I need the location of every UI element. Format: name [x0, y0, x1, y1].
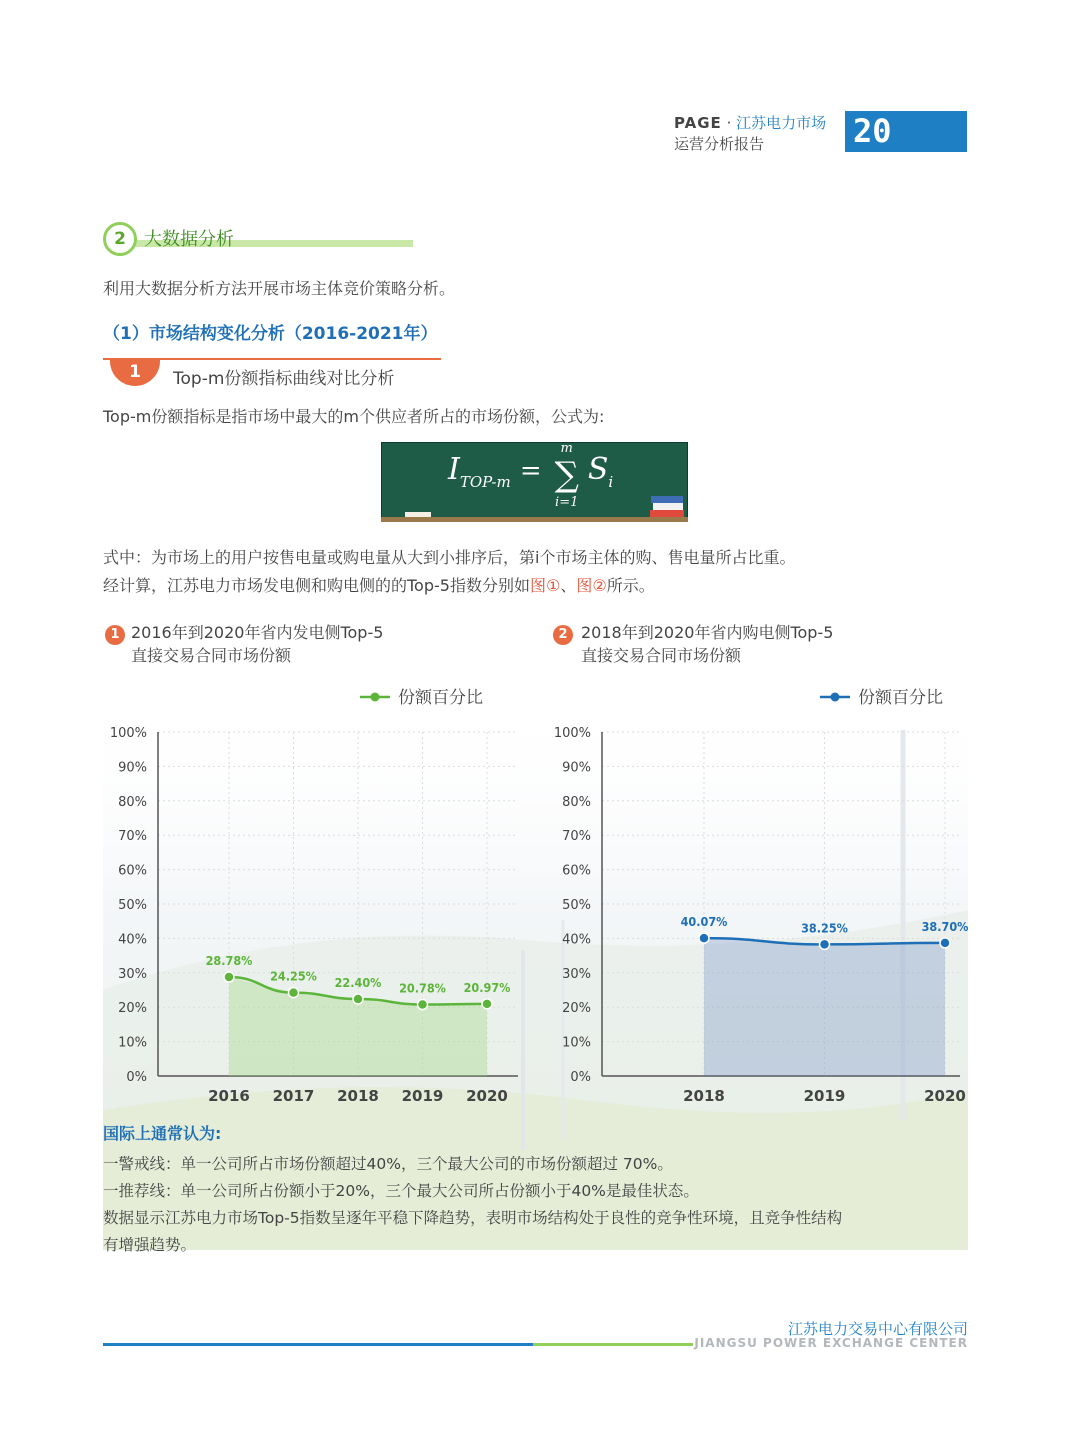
chart2-ytick-label: 90% [562, 760, 591, 776]
chart1-legend [360, 688, 483, 708]
chart2-data-point [699, 933, 709, 943]
chart1-data-point [224, 972, 234, 982]
chart2-legend-label: 份额百分比 [858, 688, 943, 708]
chart1-data-label: 28.78% [205, 952, 253, 968]
chart-left [110, 688, 518, 1105]
topm-badge: 1 [110, 360, 160, 386]
chart1-data-label: 22.40% [334, 974, 382, 990]
chart1-ytick-label: 60% [118, 863, 147, 879]
chart1-data-point [418, 1000, 428, 1010]
chart1-ytick-label: 70% [118, 829, 147, 845]
recommended-line-note: 一推荐线：单一公司所占份额小于20%，三个最大公司所占份额小于40%是最佳状态。 [103, 1182, 699, 1200]
chart2-ytick-label: 100% [553, 726, 591, 741]
chart2-ytick-label: 80% [562, 794, 591, 810]
footer-company-en: JIANGSU POWER EXCHANGE CENTER [694, 1336, 968, 1350]
chart2-data-label: 38.70% [921, 918, 969, 934]
chart1-data-label: 20.97% [463, 979, 511, 995]
header-subtitle: 运营分析报告 [674, 135, 765, 153]
chart2-data-label: 40.07% [680, 914, 728, 930]
chart2-legend-marker [831, 693, 840, 702]
chart2-ytick-label: 20% [562, 1001, 591, 1017]
chart1-ytick-label: 50% [118, 898, 147, 913]
header-title-blue: 江苏电力市场 [736, 114, 827, 132]
chart1-ytick-label: 0% [126, 1070, 147, 1085]
chart2-legend [820, 688, 943, 708]
chart2-xtick-label: 2019 [803, 1087, 846, 1105]
formula-equals: = [519, 456, 542, 486]
chart1-data-point [289, 988, 299, 998]
conclusion-line1: 数据显示江苏电力市场Top-5指数呈逐年平稳下降趋势，表明市场结构处于良性的竞争性环境，且竞争性结构 [103, 1209, 843, 1227]
conclusion-line2: 有增强趋势。 [103, 1236, 197, 1254]
chart1-xtick-label: 2019 [401, 1087, 444, 1105]
figure-ref-1[interactable]: 图① [529, 576, 561, 595]
chart1-legend-marker [371, 693, 380, 702]
formula-lhs-subscript: TOP-m [459, 473, 511, 491]
footer-line-blue [103, 1343, 533, 1346]
formula-lhs: I [448, 452, 460, 487]
chart1-ytick-label: 90% [118, 760, 147, 776]
chart2-number-icon: 2 [553, 625, 573, 645]
notes-heading: 国际上通常认为: [103, 1124, 222, 1143]
subsection-title: （1）市场结构变化分析（2016-2021年） [103, 324, 438, 344]
chart2-ytick-label: 30% [562, 966, 591, 982]
chart1-legend-label: 份额百分比 [398, 688, 483, 708]
chart1-xtick-label: 2020 [466, 1087, 508, 1105]
section-number-badge: 2 [103, 222, 137, 256]
chart1-ytick-label: 20% [118, 1001, 147, 1017]
chart2-data-label: 38.25% [801, 920, 848, 936]
formula-sum-top: m [560, 440, 573, 456]
warning-line-note: 一警戒线：单一公司所占市场份额超过40%，三个最大公司的市场份额超过 70%。 [103, 1155, 673, 1173]
chart1-ytick-label: 80% [118, 794, 147, 810]
chart2-data-point [940, 938, 950, 948]
chart2-ytick-label: 60% [562, 863, 591, 879]
ref-separator: 、 [560, 576, 577, 595]
chart2-title-line2: 直接交易合同市场份额 [581, 646, 742, 665]
section-intro: 利用大数据分析方法开展市场主体竞价策略分析。 [103, 279, 456, 298]
chart2-ytick-label: 10% [562, 1035, 591, 1051]
chart2-ytick-label: 50% [562, 898, 591, 913]
chart1-ytick-label: 10% [118, 1035, 147, 1051]
chart1-xtick-label: 2016 [208, 1087, 250, 1105]
chart1-ytick-label: 100% [109, 726, 147, 741]
calc-prefix: 经计算，江苏电力市场发电侧和购电侧的的Top-5指数分别如 [103, 576, 530, 595]
chart1-title-line1: 2016年到2020年省内发电侧Top-5 [131, 623, 384, 642]
chart1-number-icon: 1 [105, 625, 125, 645]
page-word: PAGE [674, 114, 722, 132]
page-number: 20 [845, 111, 967, 152]
chart2-data-point [820, 939, 830, 949]
chart2-ytick-label: 70% [562, 829, 591, 845]
footer-company-cn: 江苏电力交易中心有限公司 [787, 1320, 968, 1338]
chart1-data-label: 24.25% [270, 968, 317, 984]
chart2-ytick-label: 0% [570, 1070, 591, 1085]
formula-explanation: 式中：为市场上的用户按售电量或购电量从大到小排序后，第i个市场主体的购、售电量所占比重。 [103, 548, 796, 567]
chart2-ytick-label: 40% [562, 932, 591, 948]
figure-ref-2[interactable]: 图② [576, 576, 607, 595]
chart1-data-point [482, 999, 492, 1009]
formula-sum-bottom: i=1 [555, 494, 579, 510]
chart2-xtick-label: 2018 [683, 1087, 725, 1105]
chart1-data-label: 20.78% [399, 980, 446, 996]
chart1-title-line2: 直接交易合同市场份额 [131, 646, 292, 665]
chart1-data-point [353, 994, 363, 1004]
section-title: 大数据分析 [144, 229, 234, 250]
topm-title: Top-m份额指标曲线对比分析 [173, 369, 395, 389]
chart1-xtick-label: 2018 [337, 1087, 379, 1105]
sum-symbol: ∑ [554, 454, 579, 495]
chart2-title-line1: 2018年到2020年省内购电侧Top-5 [581, 623, 834, 642]
chart1-ytick-label: 40% [118, 932, 147, 948]
formula-term: S [587, 452, 609, 487]
chart2-xtick-label: 2020 [924, 1087, 966, 1105]
chart1-ytick-label: 30% [118, 966, 147, 982]
chart2-area [704, 938, 945, 1076]
calc-suffix: 所示。 [606, 576, 655, 595]
formula-term-subscript: i [608, 473, 614, 491]
chart1-xtick-label: 2017 [272, 1087, 315, 1105]
header-dot: · [726, 114, 732, 132]
chart-right [554, 688, 969, 1105]
footer-line-green [533, 1343, 693, 1346]
topm-definition: Top-m份额指标是指市场中最大的m个供应者所占的市场份额，公式为: [103, 407, 605, 426]
